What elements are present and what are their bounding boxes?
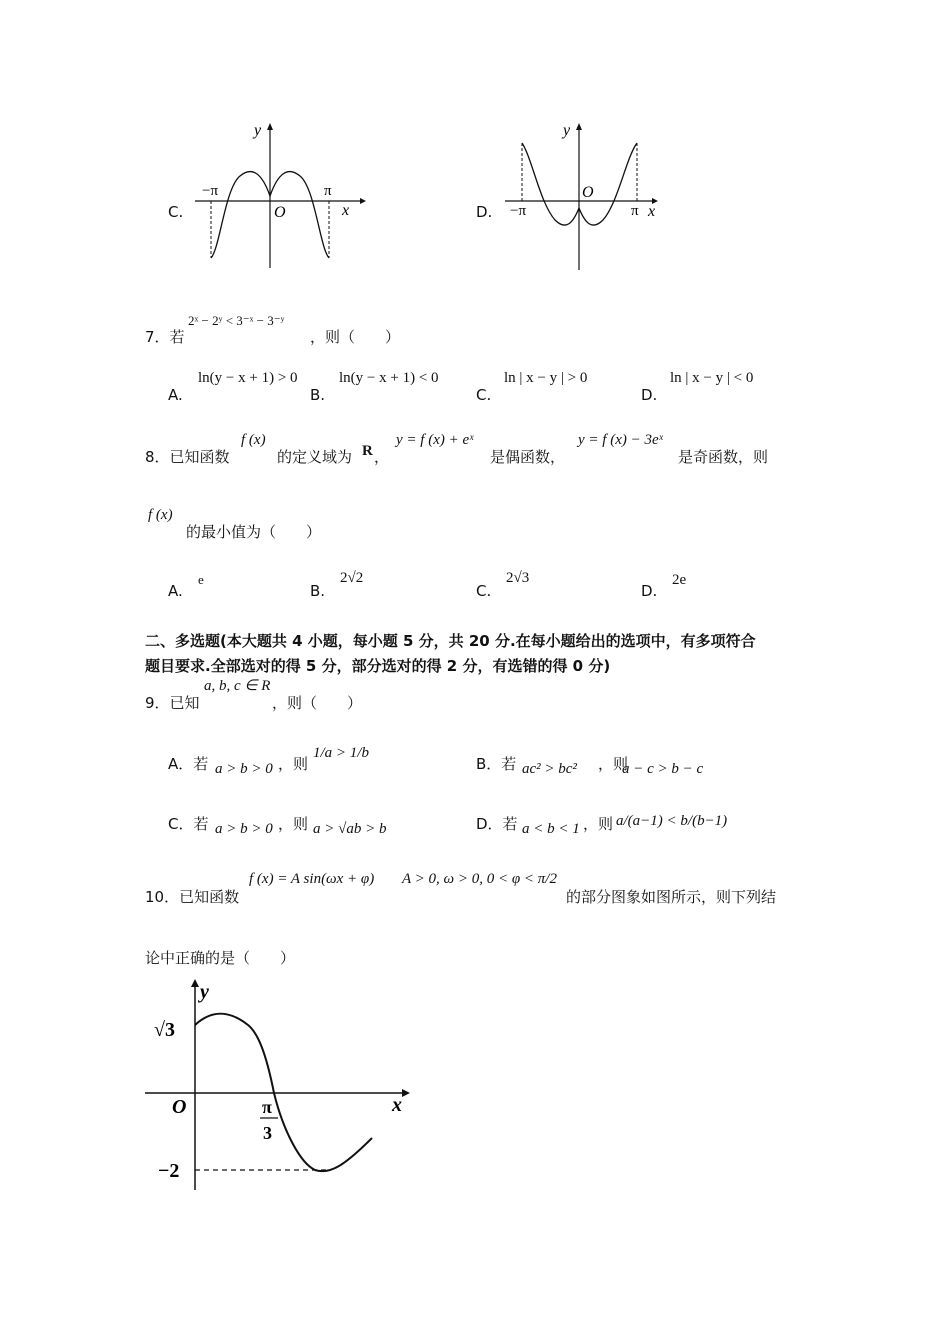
y-axis-label: y bbox=[254, 122, 262, 139]
q8-domain-R: R bbox=[362, 443, 373, 459]
q8-domain-text: 的定义域为 bbox=[277, 448, 353, 466]
q9-option-b-result: a − c > b − c bbox=[622, 761, 704, 777]
q10-tail: 的部分图象如图所示，则下列结 bbox=[566, 888, 777, 906]
pi-denominator: 3 bbox=[263, 1123, 272, 1143]
q9-option-c-then: ，则 bbox=[278, 815, 309, 833]
q7-number: 7．若 bbox=[145, 328, 185, 346]
section2-heading-line1: 二、多选题(本大题共 4 小题，每小题 5 分，共 20 分.在每小题给出的选项中，有多项符合 bbox=[145, 632, 756, 650]
q9-option-d-result: a/(a−1) < b/(b−1) bbox=[616, 813, 728, 829]
origin-label: O bbox=[582, 184, 594, 201]
q9-option-a-then: ，则 bbox=[278, 755, 309, 773]
graph-option-c bbox=[190, 118, 370, 278]
q9-option-c-label: C．若 bbox=[168, 815, 209, 833]
q8-comma: ， bbox=[374, 448, 390, 466]
x-axis-label: x bbox=[392, 1094, 402, 1116]
q9-option-d-label: D．若 bbox=[476, 815, 518, 833]
q9-option-a-cond: a > b > 0 bbox=[215, 761, 273, 777]
sqrt3-label: √3 bbox=[154, 1019, 175, 1041]
neg-pi-label: −π bbox=[202, 183, 219, 199]
q7-option-b-label: B. bbox=[310, 386, 326, 404]
neg2-label: −2 bbox=[158, 1160, 180, 1182]
q9-option-a-result: 1/a > 1/b bbox=[313, 745, 369, 761]
q9-option-a-label: A．若 bbox=[168, 755, 209, 773]
q10-line2: 论中正确的是（ ） bbox=[145, 949, 296, 967]
q8-option-d-expr: 2e bbox=[672, 572, 687, 588]
graph-q10 bbox=[140, 975, 430, 1200]
origin-label: O bbox=[274, 204, 286, 221]
q7-tail: ，则（ ） bbox=[310, 328, 401, 346]
q10-number: 10．已知函数 bbox=[145, 888, 240, 906]
q8-odd-text: 是奇函数，则 bbox=[678, 448, 769, 466]
q7-option-a-label: A. bbox=[168, 386, 183, 404]
q8-even-text: 是偶函数， bbox=[490, 448, 566, 466]
q10-conditions: A > 0, ω > 0, 0 < φ < π/2 bbox=[402, 871, 557, 887]
q9-number: 9．已知 bbox=[145, 694, 200, 712]
origin-label: O bbox=[172, 1096, 187, 1118]
q8-line2-text: 的最小值为（ ） bbox=[186, 523, 322, 541]
section2-heading-line2: 题目要求.全部选对的得 5 分，部分选对的得 2 分，有选错的得 0 分) bbox=[145, 657, 611, 675]
q7-option-c-label: C. bbox=[476, 386, 492, 404]
q7-option-d-label: D. bbox=[641, 386, 658, 404]
pi-label: π bbox=[324, 183, 332, 199]
q7-condition: 2ˣ − 2ʸ < 3⁻ˣ − 3⁻ʸ bbox=[188, 313, 285, 328]
q8-option-d-label: D. bbox=[641, 582, 658, 600]
y-axis-label: y bbox=[563, 122, 571, 139]
q7-option-b-expr: ln(y − x + 1) < 0 bbox=[339, 370, 439, 386]
x-axis-label: x bbox=[648, 203, 656, 220]
q9-option-d-cond: a < b < 1 bbox=[522, 821, 580, 837]
q9-option-c-cond: a > b > 0 bbox=[215, 821, 273, 837]
q8-option-a-label: A. bbox=[168, 582, 183, 600]
option-c-label: C. bbox=[168, 203, 184, 221]
q8-even-expr: y = f (x) + eˣ bbox=[396, 432, 474, 448]
q9-option-c-result: a > √ab > b bbox=[313, 821, 387, 837]
x-axis-label: x bbox=[342, 202, 350, 219]
q8-option-b-expr: 2√2 bbox=[340, 570, 364, 586]
q8-odd-expr: y = f (x) − 3eˣ bbox=[578, 432, 663, 448]
q8-option-c-label: C. bbox=[476, 582, 492, 600]
q9-option-b-then: ，则 bbox=[598, 755, 629, 773]
q7-option-a-expr: ln(y − x + 1) > 0 bbox=[198, 370, 298, 386]
y-axis-label: y bbox=[200, 981, 209, 1003]
q8-line2-fx: f (x) bbox=[148, 507, 173, 523]
q8-fx: f (x) bbox=[241, 432, 266, 448]
q9-option-d-then: ，则 bbox=[583, 815, 614, 833]
q8-option-b-label: B. bbox=[310, 582, 326, 600]
neg-pi-label: −π bbox=[510, 203, 527, 219]
q9-option-b-cond: ac² > bc² bbox=[522, 761, 577, 777]
q7-option-c-expr: ln | x − y | > 0 bbox=[504, 370, 588, 386]
q7-option-d-expr: ln | x − y | < 0 bbox=[670, 370, 754, 386]
option-d-label: D. bbox=[476, 203, 493, 221]
q8-option-a-expr: e bbox=[198, 572, 204, 587]
q9-option-b-label: B．若 bbox=[476, 755, 517, 773]
q8-number: 8．已知函数 bbox=[145, 448, 230, 466]
pi-numerator: π bbox=[262, 1097, 272, 1117]
q9-tail: ，则（ ） bbox=[272, 694, 363, 712]
pi-label: π bbox=[631, 203, 639, 219]
q10-function: f (x) = A sin(ωx + φ) bbox=[249, 871, 375, 887]
q8-option-c-expr: 2√3 bbox=[506, 570, 530, 586]
graph-option-d bbox=[500, 118, 680, 278]
q9-condition: a, b, c ∈ R bbox=[204, 678, 271, 694]
